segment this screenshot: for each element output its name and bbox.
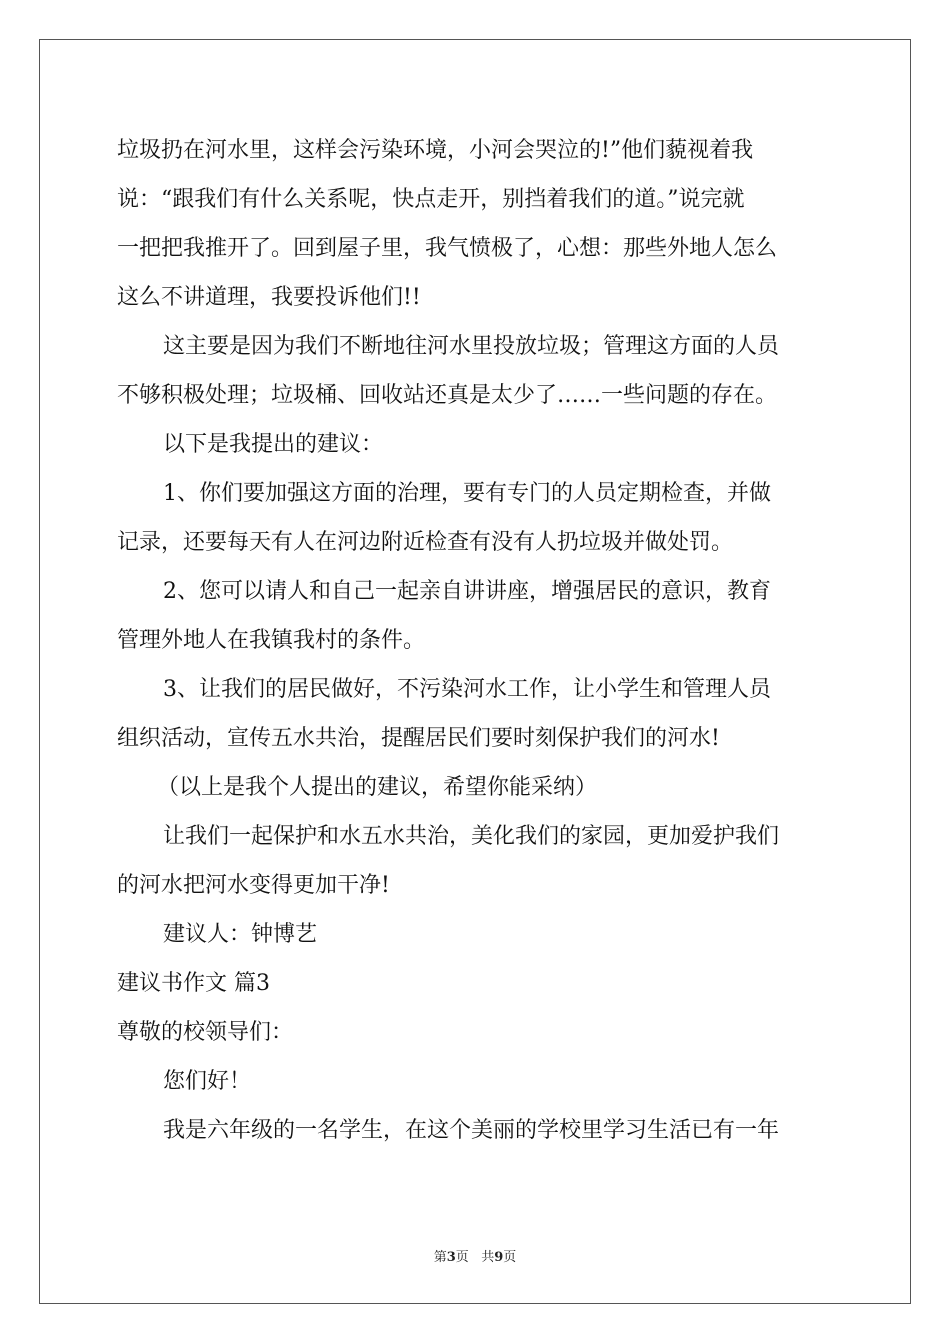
paragraph-start-line: 这主要是因为我们不断地往河水里投放垃圾；管理这方面的人员 [163, 334, 780, 359]
text-line: 这么不讲道理，我要投诉他们!! [117, 285, 421, 310]
text-line: 记录，还要每天有人在河边附近检查有没有人扔垃圾并做处罚。 [117, 530, 734, 555]
text-line: 一把把我推开了。回到屋子里，我气愤极了，心想：那些外地人怎么 [117, 236, 778, 261]
total-prefix: 共 [481, 1250, 495, 1265]
section-heading: 建议书作文 篇3 [117, 971, 270, 996]
greeting: 您们好！ [163, 1069, 252, 1094]
text-line: 垃圾扔在河水里，这样会污染环境，小河会哭泣的!”他们藐视着我 [117, 138, 754, 163]
total-pages: 9 [494, 1250, 504, 1265]
total-suffix: 页 [503, 1250, 517, 1265]
salutation: 尊敬的校领导们： [117, 1020, 294, 1045]
text-line: 组织活动，宣传五水共治，提醒居民们要时刻保护我们的河水! [117, 726, 720, 751]
text-line: 不够积极处理；垃圾桶、回收站还真是太少了……一些问题的存在。 [117, 383, 778, 408]
page-footer [0, 1246, 950, 1265]
suggestion-item-3: 3、让我们的居民做好，不污染河水工作，让小学生和管理人员 [163, 677, 771, 702]
document-body [117, 126, 833, 1155]
text-line: 的河水把河水变得更加干净! [117, 873, 390, 898]
paragraph-start-line: 我是六年级的一名学生，在这个美丽的学校里学习生活已有一年 [163, 1118, 780, 1143]
paragraph-start-line: 以下是我提出的建议： [163, 432, 384, 457]
page-prefix: 第 [433, 1250, 447, 1265]
suggestion-item-2: 2、您可以请人和自己一起亲自讲讲座，增强居民的意识，教育 [163, 579, 771, 604]
page-number: 3 [446, 1250, 456, 1265]
text-line: 管理外地人在我镇我村的条件。 [117, 628, 426, 653]
text-line: 说：“跟我们有什么关系呢，快点走开，别挡着我们的道。”说完就 [117, 187, 745, 212]
suggestion-item-1: 1、你们要加强这方面的治理，要有专门的人员定期检查，并做 [163, 481, 771, 506]
signature-line: 建议人：钟博艺 [163, 922, 318, 947]
paragraph-start-line: 让我们一起保护和水五水共治，美化我们的家园，更加爱护我们 [163, 824, 780, 849]
paragraph-start-line: （以上是我个人提出的建议，希望你能采纳） [157, 775, 598, 800]
page-suffix: 页 [455, 1250, 469, 1265]
